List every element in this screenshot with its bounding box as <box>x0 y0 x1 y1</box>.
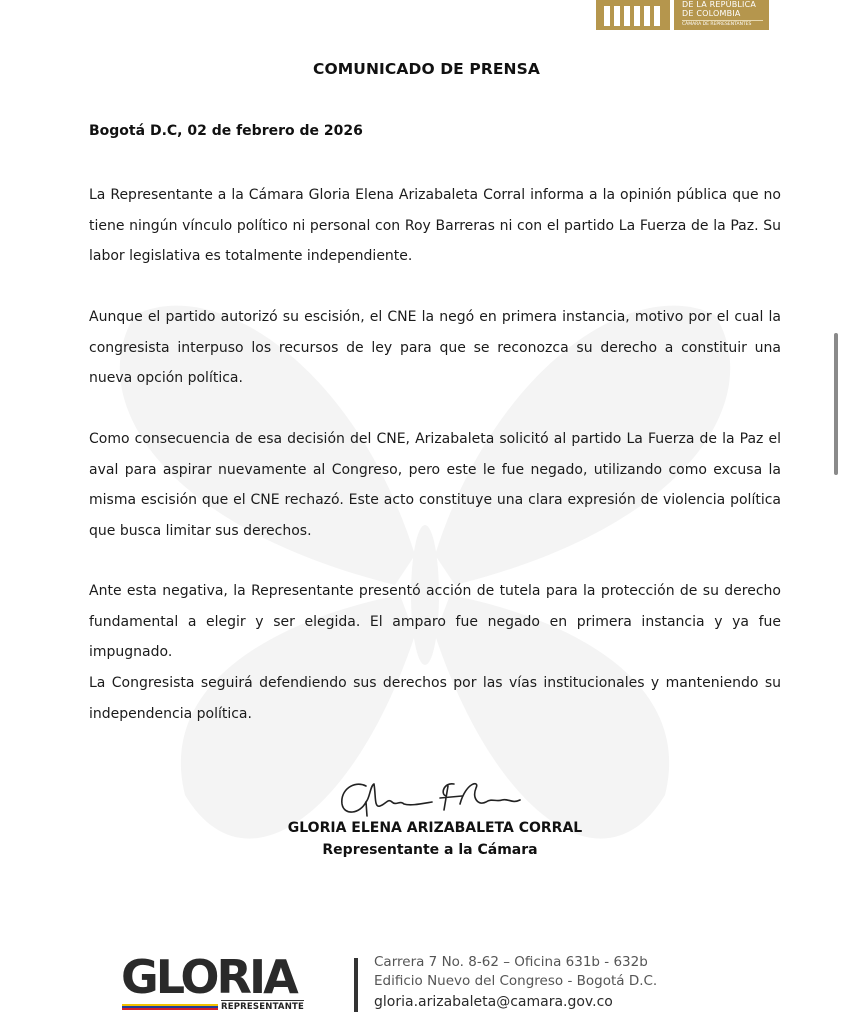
flag-stripe-icon <box>122 1004 218 1010</box>
congress-emblem-icon <box>596 0 670 30</box>
page-title: COMUNICADO DE PRENSA <box>313 60 540 78</box>
logo-subtitle: REPRESENTANTE <box>221 1002 305 1012</box>
logo-wordmark: GLORIA <box>121 950 296 1004</box>
scrollbar-thumb[interactable] <box>834 333 838 475</box>
footer-divider <box>354 958 358 1012</box>
paragraph: La Congresista seguirá defendiendo sus derechos por las vías institucionales y manteniendo su independencia política. <box>89 675 781 722</box>
paragraph: Ante esta negativa, la Representante presentó acción de tutela para la protección de su derecho fundamental a elegir y ser elegida. El amparo fue negado en primera instancia y ya fue impugnado. <box>89 583 781 660</box>
signer-role: Representante a la Cámara <box>322 842 538 858</box>
emblem-line: DE COLOMBIA <box>682 9 741 18</box>
date-line: Bogotá D.C, 02 de febrero de 2026 <box>89 123 363 139</box>
footer-contact <box>374 953 657 1012</box>
emblem-line: DE LA REPÚBLICA <box>682 0 757 9</box>
address-line: Edificio Nuevo del Congreso - Bogotá D.C. <box>374 973 658 989</box>
emblem-line: CÁMARA DE REPRESENTANTES <box>682 20 763 28</box>
paragraph: La Representante a la Cámara Gloria Elena Arizabaleta Corral informa a la opinión pública que no tiene ningún vínculo político ni personal con Roy Barreras ni con el partido La Fuerza de la Paz. Su labor legislativa es totalmente independiente. <box>89 187 781 264</box>
signature-image <box>336 776 536 822</box>
email-link[interactable]: gloria.arizabaleta@camara.gov.co <box>374 994 613 1010</box>
signer-name: GLORIA ELENA ARIZABALETA CORRAL <box>287 820 583 836</box>
congress-emblem-text <box>674 0 769 30</box>
address-line: Carrera 7 No. 8-62 – Oficina 631b - 632b <box>374 954 648 970</box>
paragraph: Como consecuencia de esa decisión del CNE, Arizabaleta solicitó al partido La Fuerza de la Paz el aval para aspirar nuevamente al Congreso, pero este le fue negado, utilizando como excusa la misma escisión que el CNE rechazó. Este acto constituye una clara expresión de violencia política que busca limitar sus derechos. <box>89 431 781 539</box>
paragraph: Aunque el partido autorizó su escisión, el CNE la negó en primera instancia, motivo por el cual la congresista interpuso los recursos de ley para que se reconozca su derecho a constituir una nueva opción política. <box>89 309 781 386</box>
gloria-logo <box>121 952 311 1014</box>
